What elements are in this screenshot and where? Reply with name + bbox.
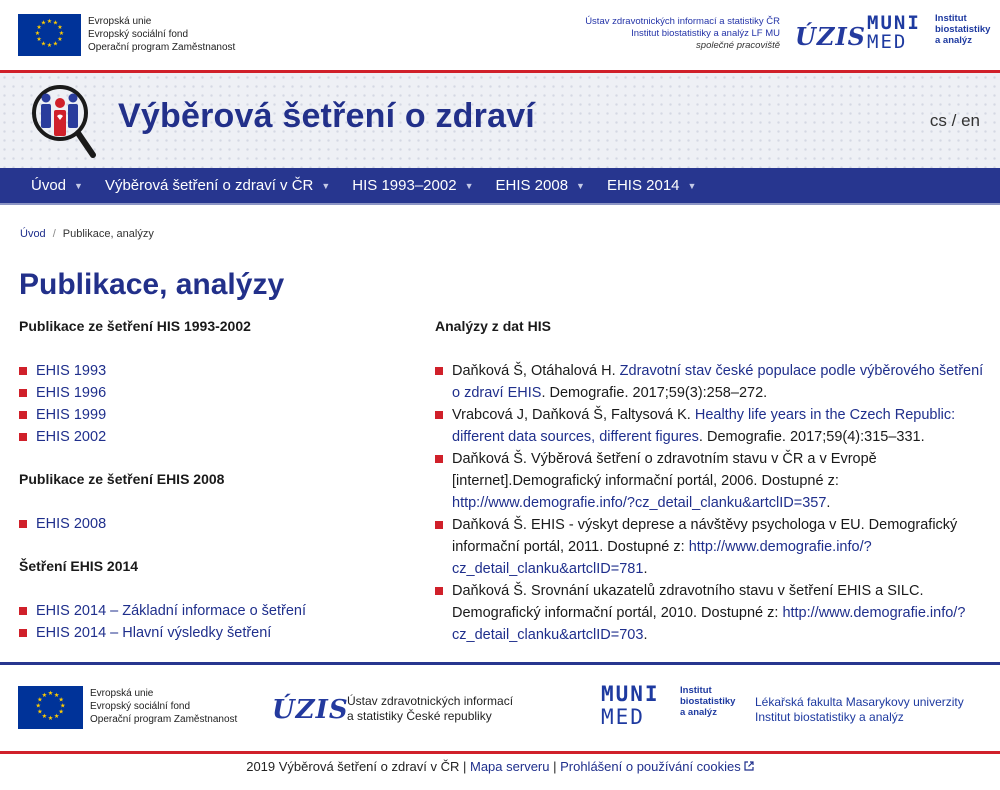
svg-text:★: ★ — [53, 691, 60, 699]
citation-link[interactable]: http://www.demografie.info/?cz_detail_clanku&artclID=781 — [452, 539, 872, 577]
citation-source: . — [826, 495, 831, 511]
muni-text: MUNI — [601, 682, 660, 706]
publication-list — [19, 600, 409, 644]
svg-text:★: ★ — [53, 713, 60, 721]
lang-separator: / — [946, 111, 962, 130]
uzis-line: Ústav zdravotnických informací — [347, 694, 514, 708]
list-item — [435, 514, 987, 580]
muni-text: MUNI — [867, 12, 921, 34]
lf-mu-text — [755, 695, 964, 725]
site-title[interactable]: Výběrová šetření o zdraví — [118, 97, 535, 135]
eu-text — [90, 687, 237, 726]
publication-link[interactable]: EHIS 1993 — [36, 363, 107, 379]
nav-label: Úvod — [31, 177, 67, 194]
uzis-logo[interactable]: ÚZIS — [795, 22, 867, 51]
svg-text:★: ★ — [35, 702, 41, 710]
muni-med-logo[interactable] — [601, 683, 660, 729]
svg-text:★: ★ — [37, 708, 43, 716]
chevron-down-icon: ▼ — [321, 180, 331, 191]
inst-line: a analýz — [935, 35, 972, 46]
lf-line: Lékařská fakulta Masarykovy univerzity — [755, 695, 964, 709]
copyright-text: 2019 Výběrová šetření o zdraví v ČR — [246, 759, 460, 774]
citation-link[interactable]: http://www.demografie.info/?cz_detail_clanku&artclID=357 — [452, 495, 827, 511]
uzis-line: Institut biostatistiky a analýz LF MU — [631, 28, 780, 39]
list-item — [435, 360, 987, 404]
section-heading: Publikace ze šetření EHIS 2008 — [19, 471, 225, 487]
svg-text:★: ★ — [57, 36, 63, 43]
footer-partners — [0, 665, 1000, 751]
eu-line: Evropská unie — [90, 688, 154, 699]
inst-line: biostatistiky — [935, 24, 991, 35]
list-item — [19, 404, 409, 426]
svg-text:★: ★ — [36, 36, 42, 43]
citation-source: . — [643, 561, 648, 577]
eu-line: Operační program Zaměstnanost — [90, 714, 238, 725]
svg-text:★: ★ — [58, 708, 64, 716]
svg-text:★: ★ — [41, 713, 48, 721]
lang-cs[interactable]: cs — [929, 111, 947, 130]
lf-line: Institut biostatistiky a analýz — [755, 710, 904, 724]
inst-line: Institut — [680, 685, 712, 696]
publication-link[interactable]: EHIS 2002 — [36, 429, 107, 445]
inst-line: a analýz — [680, 707, 717, 718]
svg-text:★: ★ — [40, 19, 47, 27]
breadcrumb-current: Publikace, analýzy — [62, 228, 154, 240]
section-heading: Analýzy z dat HIS — [435, 318, 551, 334]
nav-item-vyberova-setreni-cr[interactable] — [94, 168, 341, 203]
citation-authors: Daňková Š. Srovnání ukazatelů zdravotního stavu v šetření EHIS a SILC. Demografický informační portál, 2010. Dostupné z: — [452, 583, 924, 621]
publication-list — [19, 513, 409, 535]
svg-text:★: ★ — [36, 24, 42, 31]
inst-line: Institut — [935, 13, 967, 24]
eu-flag-icon — [18, 14, 81, 56]
uzis-note: společné pracoviště — [696, 40, 780, 51]
list-item — [435, 580, 987, 646]
eu-text — [88, 15, 235, 54]
svg-text:★: ★ — [58, 30, 65, 37]
svg-text:★: ★ — [34, 30, 41, 37]
med-text: MED — [601, 705, 645, 729]
citation-authors: Daňková Š. Výběrová šetření o zdravotním stavu v ČR a v Evropě [internet].Demografický informační portál, 2006. Dostupné z: — [452, 451, 877, 489]
svg-text:★: ★ — [47, 714, 54, 722]
nav-item-ehis-2008[interactable] — [484, 168, 595, 203]
citation-link[interactable]: http://www.demografie.info/?cz_detail_clanku&artclID=703 — [452, 605, 966, 643]
nav-label: HIS 1993–2002 — [352, 177, 457, 194]
eu-flag-icon — [18, 686, 83, 729]
list-item — [19, 382, 409, 404]
institut-text — [680, 685, 735, 718]
list-item — [435, 404, 987, 448]
eu-line: Evropský sociální fond — [88, 29, 189, 40]
citation-source: . — [643, 627, 648, 643]
site-logo-icon[interactable] — [26, 83, 98, 159]
external-link-icon — [744, 761, 754, 771]
chevron-down-icon: ▼ — [576, 180, 585, 191]
eu-line: Evropská unie — [88, 16, 152, 27]
svg-text:★: ★ — [46, 18, 53, 25]
nav-label: EHIS 2008 — [495, 177, 569, 194]
publication-link[interactable]: EHIS 2014 – Hlavní výsledky šetření — [36, 625, 272, 641]
uzis-logo[interactable]: ÚZIS — [272, 695, 349, 725]
citation-authors: Daňková Š. EHIS - výskyt deprese a návštěvy psychologa v EU. Demografický informační portál, 2011. Dostupné z: — [452, 517, 958, 555]
publication-link[interactable]: EHIS 2008 — [36, 516, 107, 532]
list-item — [19, 513, 409, 535]
inst-line: biostatistiky — [680, 696, 736, 707]
publication-link[interactable]: EHIS 1999 — [36, 407, 107, 423]
list-item — [435, 448, 987, 514]
section-heading: Publikace ze šetření HIS 1993-2002 — [19, 318, 251, 334]
left-column — [19, 318, 409, 667]
breadcrumb-home-link[interactable]: Úvod — [20, 228, 46, 240]
eu-line: Evropský sociální fond — [90, 701, 191, 712]
svg-text:★: ★ — [52, 19, 59, 27]
nav-label: Výběrová šetření o zdraví v ČR — [104, 177, 314, 194]
lang-en[interactable]: en — [961, 111, 980, 130]
right-column — [435, 318, 987, 646]
citation-source: . Demografie. 2017;59(3):258–272. — [541, 385, 768, 401]
institut-text — [935, 13, 990, 46]
main-nav — [0, 168, 1000, 205]
chevron-down-icon: ▼ — [464, 180, 474, 191]
svg-text:★: ★ — [37, 696, 43, 704]
svg-text:★: ★ — [52, 40, 59, 48]
svg-text:★: ★ — [40, 40, 47, 48]
svg-text:★: ★ — [41, 691, 48, 699]
analysis-list — [435, 360, 987, 646]
list-item — [19, 600, 409, 622]
citation-link[interactable]: Healthy life years in the Czech Republic: different data sources, different figures — [452, 407, 956, 445]
publication-link[interactable]: EHIS 2014 – Základní informace o šetření — [36, 603, 307, 619]
footer-separator: | — [459, 759, 470, 774]
page-title: Publikace, analýzy — [19, 268, 285, 301]
svg-text:★: ★ — [57, 24, 63, 31]
uzis-partner-text — [347, 694, 513, 724]
nav-label: EHIS 2014 — [606, 177, 680, 194]
chevron-down-icon: ▼ — [74, 180, 83, 191]
nav-item-his-1993-2002[interactable] — [341, 168, 484, 203]
publication-list — [19, 360, 409, 448]
chevron-down-icon: ▼ — [687, 180, 697, 191]
breadcrumb — [20, 228, 154, 240]
svg-text:★: ★ — [58, 696, 64, 704]
svg-text:★: ★ — [46, 42, 53, 49]
site-banner — [0, 73, 1000, 168]
list-item — [19, 360, 409, 382]
language-switcher — [930, 111, 980, 131]
citation-authors: Vrabcová J, Daňková Š, Faltysová K. — [452, 407, 695, 423]
citation-source: . Demografie. 2017;59(4):315–331. — [698, 429, 925, 445]
cookies-link[interactable]: Prohlášení o používání cookies — [560, 759, 741, 774]
svg-text:★: ★ — [47, 690, 54, 698]
svg-text:★: ★ — [60, 702, 66, 710]
citation-link[interactable]: Zdravotní stav české populace podle výběrového šetření o zdraví EHIS — [452, 363, 984, 401]
uzis-partner-text — [585, 16, 780, 52]
breadcrumb-separator: / — [52, 228, 56, 240]
citation-authors: Daňková Š, Otáhalová H. — [452, 363, 620, 379]
footer-separator: | — [549, 759, 561, 774]
copyright-bar — [0, 759, 1000, 774]
publication-link[interactable]: EHIS 1996 — [36, 385, 107, 401]
med-text: MED — [867, 31, 908, 53]
uzis-line: Ústav zdravotnických informací a statistiky ČR — [585, 16, 780, 27]
section-heading: Šetření EHIS 2014 — [19, 558, 139, 574]
footer-red-divider — [0, 751, 1000, 754]
nav-item-uvod[interactable] — [20, 168, 94, 203]
sitemap-link[interactable]: Mapa serveru — [470, 759, 550, 774]
list-item — [19, 622, 409, 644]
uzis-line: a statistiky České republiky — [347, 709, 492, 723]
eu-line: Operační program Zaměstnanost — [88, 42, 236, 53]
top-partner-bar — [0, 0, 1000, 70]
muni-med-logo[interactable] — [867, 14, 921, 52]
nav-item-ehis-2014[interactable] — [596, 168, 707, 203]
list-item — [19, 426, 409, 448]
